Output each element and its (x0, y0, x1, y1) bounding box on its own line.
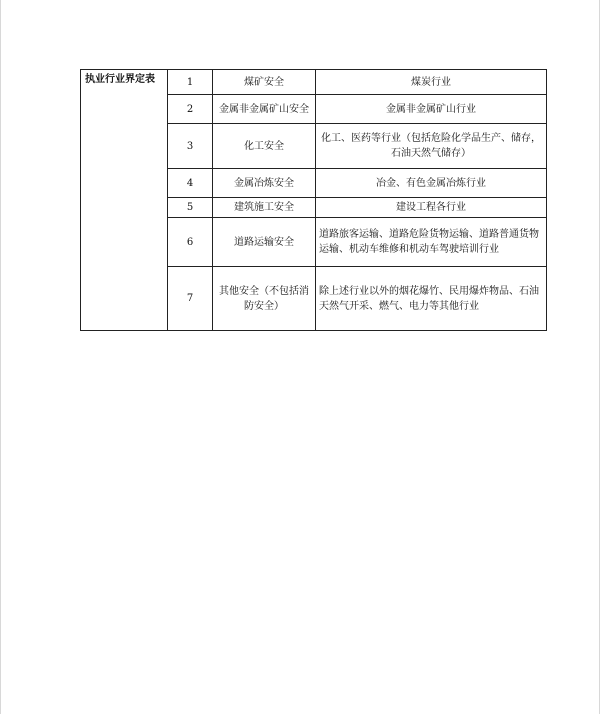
category-cell: 建筑施工安全 (213, 198, 316, 218)
row-number: 6 (168, 218, 213, 267)
category-cell: 道路运输安全 (213, 218, 316, 267)
industry-definition-table (80, 69, 547, 331)
industries-cell: 建设工程各行业 (316, 198, 547, 218)
row-number: 2 (168, 95, 213, 124)
page-left-edge (0, 0, 1, 714)
category-cell: 煤矿安全 (213, 70, 316, 95)
industries-cell: 煤炭行业 (316, 70, 547, 95)
row-number: 1 (168, 70, 213, 95)
row-number: 5 (168, 198, 213, 218)
category-cell: 其他安全（不包括消防安全） (213, 267, 316, 331)
industries-cell: 金属非金属矿山行业 (316, 95, 547, 124)
table-title: 执业行业界定表 (81, 70, 168, 331)
row-number: 4 (168, 169, 213, 198)
row-number: 7 (168, 267, 213, 331)
industries-cell: 化工、医药等行业（包括危险化学品生产、储存，石油天然气储存） (316, 124, 547, 169)
industries-cell: 道路旅客运输、道路危险货物运输、道路普通货物运输、机动车维修和机动车驾驶培训行业 (316, 218, 547, 267)
category-cell: 金属冶炼安全 (213, 169, 316, 198)
industries-cell: 除上述行业以外的烟花爆竹、民用爆炸物品、石油天然气开采、燃气、电力等其他行业 (316, 267, 547, 331)
category-cell: 化工安全 (213, 124, 316, 169)
row-number: 3 (168, 124, 213, 169)
category-cell: 金属非金属矿山安全 (213, 95, 316, 124)
industries-cell: 冶金、有色金属冶炼行业 (316, 169, 547, 198)
table-row (81, 70, 547, 95)
